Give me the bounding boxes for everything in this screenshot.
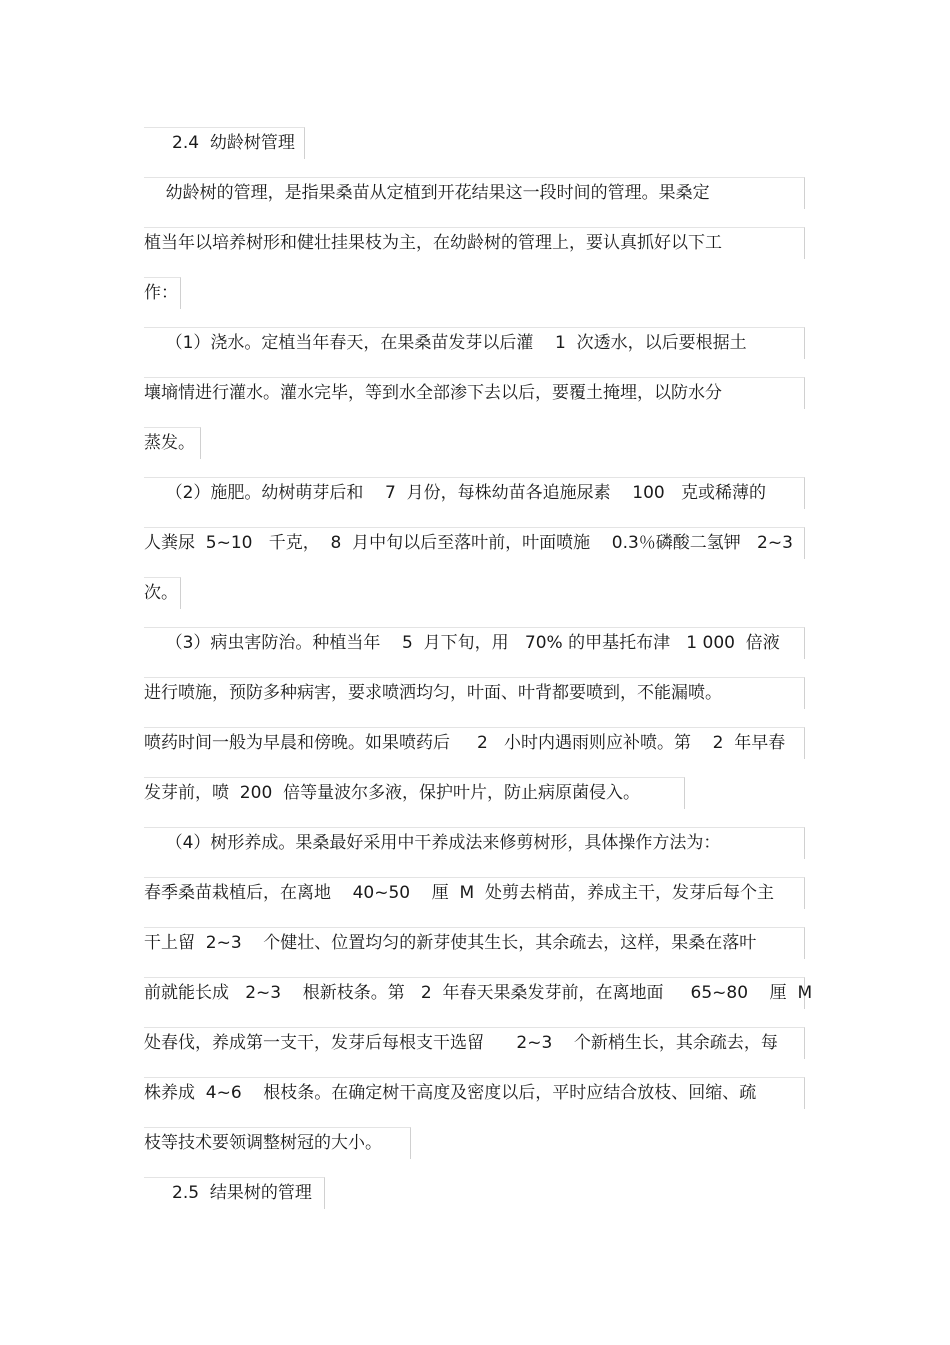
paragraph-line: 株养成 4~6 根枝条。在确定树干高度及密度以后，平时应结合放枝、回缩、疏 (144, 1083, 757, 1103)
section-heading: 2.5 结果树的管理 (172, 1183, 312, 1203)
paragraph-line: 处春伐，养成第一支干，发芽后每根支干选留 2~3 个新梢生长，其余疏去，每 (144, 1033, 778, 1053)
paragraph-line: 人粪尿 5~10 千克， 8 月中旬以后至落叶前，叶面喷施 0.3％磷酸二氢钾 2~3 (144, 533, 793, 553)
paragraph-line: 发芽前，喷 200 倍等量波尔多液，保护叶片，防止病原菌侵入。 (144, 783, 641, 803)
paragraph-line: （1）浇水。定植当年春天，在果桑苗发芽以后灌 1 次透水，以后要根据土 (144, 333, 747, 353)
paragraph-line: 次。 (144, 583, 178, 603)
paragraph-line: 进行喷施，预防多种病害，要求喷洒均匀，叶面、叶背都要喷到，不能漏喷。 (144, 683, 722, 703)
paragraph-line: （2）施肥。幼树萌芽后和 7 月份，每株幼苗各追施尿素 100 克或稀薄的 (144, 483, 766, 503)
paragraph-line: 作： (144, 283, 178, 303)
paragraph-line: 春季桑苗栽植后，在离地 40~50 厘 M 处剪去梢苗，养成主干，发芽后每个主 (144, 883, 775, 903)
paragraph-line: （4）树形养成。果桑最好采用中干养成法来修剪树形，具体操作方法为： (144, 833, 721, 853)
paragraph-line: 幼龄树的管理，是指果桑苗从定植到开花结果这一段时间的管理。果桑定 (144, 183, 710, 203)
paragraph-line: （3）病虫害防治。种植当年 5 月下旬，用 70% 的甲基托布津 1 000 倍液 (144, 633, 780, 653)
paragraph-line: 喷药时间一般为早晨和傍晚。如果喷药后 2 小时内遇雨则应补喷。第 2 年早春 (144, 733, 786, 753)
paragraph-line: 植当年以培养树形和健壮挂果枝为主，在幼龄树的管理上，要认真抓好以下工 (144, 233, 722, 253)
paragraph-line: 蒸发。 (144, 433, 195, 453)
paragraph-line: 干上留 2~3 个健壮、位置均匀的新芽使其生长，其余疏去，这样，果桑在落叶 (144, 933, 757, 953)
paragraph-line: 前就能长成 2~3 根新枝条。第 2 年春天果桑发芽前，在离地面 65~80 厘 M (144, 983, 813, 1003)
paragraph-line: 壤墒情进行灌水。灌水完毕，等到水全部渗下去以后，要覆土掩埋，以防水分 (144, 383, 722, 403)
paragraph-line: 枝等技术要领调整树冠的大小。 (144, 1133, 382, 1153)
section-heading: 2.4 幼龄树管理 (172, 133, 295, 153)
